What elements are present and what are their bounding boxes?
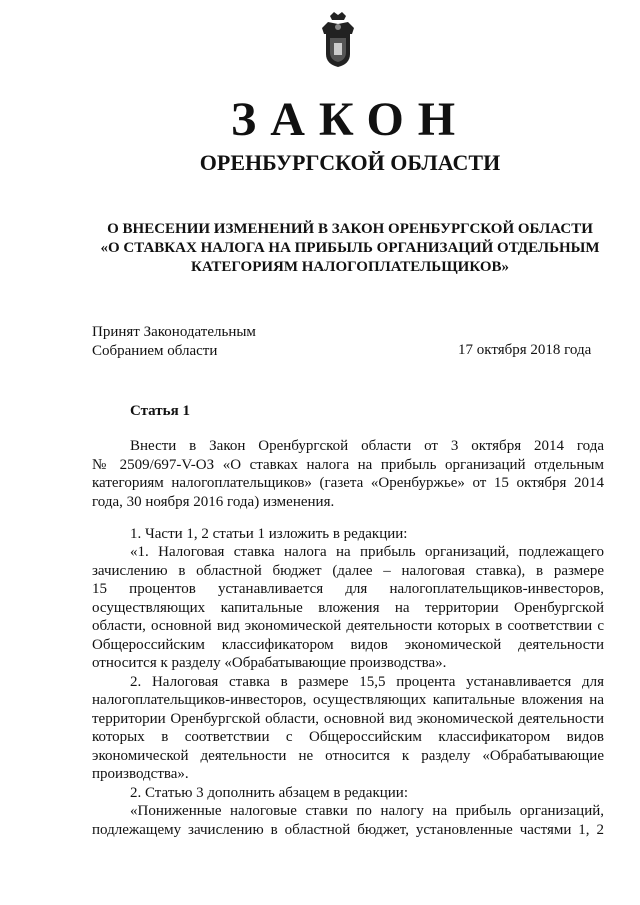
body-line: года, 30 ноября 2016 года) изменения.	[92, 494, 335, 510]
body-line: налогоплательщиков-инвесторов, осуществляющих капитальные вложения на	[92, 692, 604, 708]
body-line: 1. Части 1, 2 статьи 1 изложить в редакции:	[130, 526, 408, 542]
subtitle-line: «О СТАВКАХ НАЛОГА НА ПРИБЫЛЬ ОРГАНИЗАЦИЙ ОТДЕЛЬНЫМ	[100, 240, 600, 256]
body-line: производства».	[92, 766, 189, 782]
law-title: ЗАКОН	[230, 93, 470, 146]
subtitle-line: КАТЕГОРИЯМ НАЛОГОПЛАТЕЛЬЩИКОВ»	[190, 259, 510, 275]
adopted-line: Принят Законодательным	[92, 324, 256, 340]
body-line: территории Оренбургской области, основной вид экономической деятельности	[92, 711, 604, 727]
body-line: Внести в Закон Оренбургской области от 3 октября 2014 года	[130, 438, 604, 454]
body-line: которых в соответствии с Общероссийским классификатором видов	[92, 729, 604, 745]
body-line: подлежащему зачислению в областной бюджет, установленные частями 1, 2	[92, 822, 604, 838]
adoption-date: 17 октября 2018 года	[458, 342, 592, 358]
body-line: относится к разделу «Обрабатывающие производства».	[92, 655, 447, 671]
body-line: 15 процентов устанавливается для налогоплательщиков-инвесторов,	[92, 581, 604, 597]
body-line: категориям налогоплательщиков» (газета «Оренбуржье» от 15 октября 2014	[92, 475, 604, 491]
article-heading: Статья 1	[130, 403, 190, 419]
body-line: 2. Статью 3 дополнить абзацем в редакции:	[130, 785, 408, 801]
body-line: Общероссийским классификатором видов экономической деятельности	[92, 637, 604, 653]
body-line: экономической деятельности не относится к разделу «Обрабатывающие	[92, 748, 604, 764]
region-title: ОРЕНБУРГСКОЙ ОБЛАСТИ	[199, 150, 501, 175]
body-line: «1. Налоговая ставка налога на прибыль организаций, подлежащего	[130, 544, 604, 560]
body-line: области, основной вид экономической деятельности которых в соответствии с	[92, 618, 604, 634]
coat-of-arms-emblem	[318, 10, 358, 68]
body-line: осуществляющих капитальные вложения на территории Оренбургской	[92, 600, 604, 616]
body-line: 2. Налоговая ставка в размере 15,5 процента устанавливается для	[130, 674, 604, 690]
body-line: № 2509/697-V-ОЗ «О ставках налога на прибыль организаций отдельным	[92, 457, 604, 473]
body-line: «Пониженные налоговые ставки по налогу на прибыль организаций,	[130, 803, 604, 819]
body-line: зачислению в областной бюджет (далее – налоговая ставка), в размере	[92, 563, 604, 579]
subtitle-line: О ВНЕСЕНИИ ИЗМЕНЕНИЙ В ЗАКОН ОРЕНБУРГСКОЙ ОБЛАСТИ	[107, 221, 593, 237]
adopted-line: Собранием области	[92, 343, 218, 359]
